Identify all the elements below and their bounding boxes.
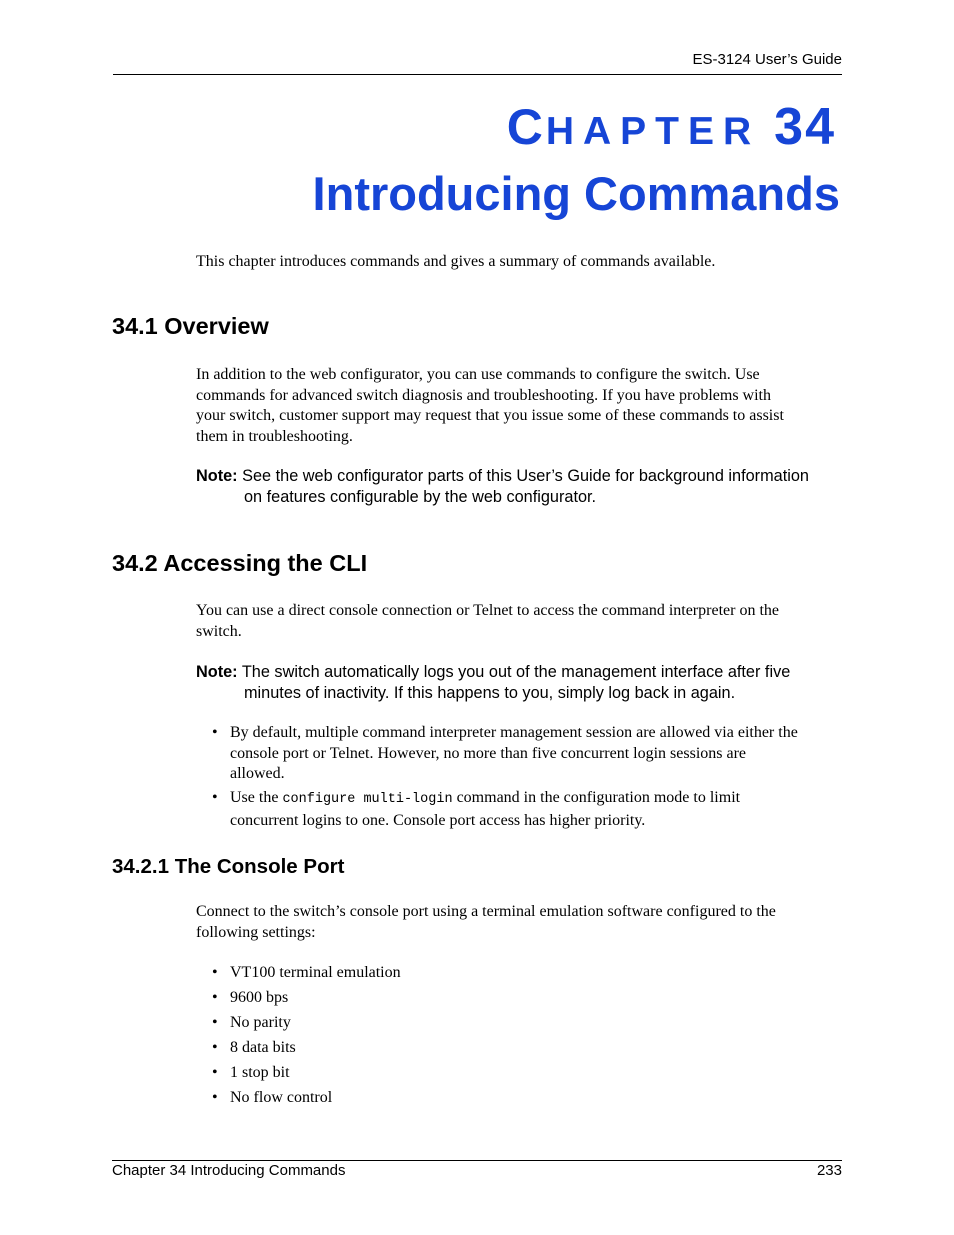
list-item	[212, 788, 842, 831]
overview-line: your switch, customer support may request that you issue some of these commands to assist	[196, 407, 784, 424]
bullet-marker: •	[212, 724, 218, 741]
list-item	[212, 1013, 842, 1034]
chapter-title: Introducing Commands	[312, 167, 840, 220]
footer-chapter-title: Chapter 34 Introducing Commands	[112, 1162, 346, 1179]
bullet-marker: •	[212, 989, 218, 1006]
code-command: configure multi-login	[282, 792, 453, 807]
chapter-label	[507, 97, 836, 157]
bullet-line: allowed.	[230, 765, 285, 782]
bullet-line	[230, 788, 842, 811]
bullet-marker: •	[212, 964, 218, 981]
section-heading-overview: 34.1 Overview	[112, 313, 269, 339]
list-item	[212, 723, 842, 785]
setting-text: 8 data bits	[230, 1039, 296, 1056]
list-item	[212, 1038, 842, 1059]
setting-text: VT100 terminal emulation	[230, 964, 401, 981]
bullet-marker: •	[212, 1014, 218, 1031]
page-number: 233	[816, 1162, 842, 1179]
overview-note	[196, 466, 846, 508]
list-item	[212, 1063, 842, 1084]
footer-rule	[112, 1160, 842, 1161]
console-port-paragraph	[196, 902, 846, 943]
note-text-line1: The switch automatically logs you out of the management interface after five	[241, 663, 791, 681]
overview-paragraph	[196, 365, 846, 447]
bullet-line: console port or Telnet. However, no more than five concurrent login sessions are	[230, 744, 747, 762]
bullet-marker: •	[212, 789, 218, 806]
overview-line: In addition to the web configurator, you can use commands to configure the switch. Use	[196, 366, 760, 383]
chapter-label-rest: HAPTER	[545, 110, 761, 153]
note-text-line2: minutes of inactivity. If this happens to you, simply log back in again.	[244, 684, 736, 702]
list-item	[212, 1088, 842, 1109]
chapter-number: 34	[774, 98, 836, 156]
accessing-note	[196, 662, 846, 704]
setting-text: No flow control	[230, 1089, 333, 1106]
accessing-line: switch.	[196, 622, 242, 640]
overview-line: commands for advanced switch diagnosis and troubleshooting. If you have problems with	[196, 386, 771, 404]
subsection-heading-console-port: 34.2.1 The Console Port	[112, 855, 345, 878]
setting-text: 1 stop bit	[230, 1064, 290, 1081]
setting-text: 9600 bps	[230, 989, 289, 1006]
note-label: Note:	[196, 663, 238, 681]
note-label: Note:	[196, 467, 238, 485]
bullet-marker: •	[212, 1064, 218, 1081]
accessing-line: You can use a direct console connection or Telnet to access the command interpreter on the	[196, 602, 779, 619]
list-item	[212, 988, 842, 1009]
bullet-marker: •	[212, 1039, 218, 1056]
chapter-label-initial: C	[506, 99, 546, 155]
chapter-intro: This chapter introduces commands and gives a summary of commands available.	[196, 253, 716, 270]
list-item	[212, 963, 842, 984]
header-rule	[113, 74, 842, 75]
running-header: ES-3124 User’s Guide	[692, 51, 842, 68]
bullet-marker: •	[212, 1089, 218, 1106]
setting-text: No parity	[230, 1014, 291, 1031]
section-heading-accessing-cli: 34.2 Accessing the CLI	[112, 550, 368, 576]
overview-line: them in troubleshooting.	[196, 427, 353, 445]
bullet-line: concurrent logins to one. Console port access has higher priority.	[230, 811, 646, 829]
bullet-line: By default, multiple command interpreter management session are allowed via either the	[230, 724, 798, 741]
console-line: Connect to the switch’s console port using a terminal emulation software configured to the	[196, 903, 776, 920]
bullet-text: command in the configuration mode to limit	[452, 789, 741, 806]
note-text-line1: See the web configurator parts of this User’s Guide for background information	[242, 467, 809, 485]
console-line: following settings:	[196, 923, 316, 941]
note-text-line2: on features configurable by the web configurator.	[244, 488, 597, 506]
accessing-cli-paragraph	[196, 601, 846, 642]
bullet-text: Use the	[230, 789, 283, 806]
